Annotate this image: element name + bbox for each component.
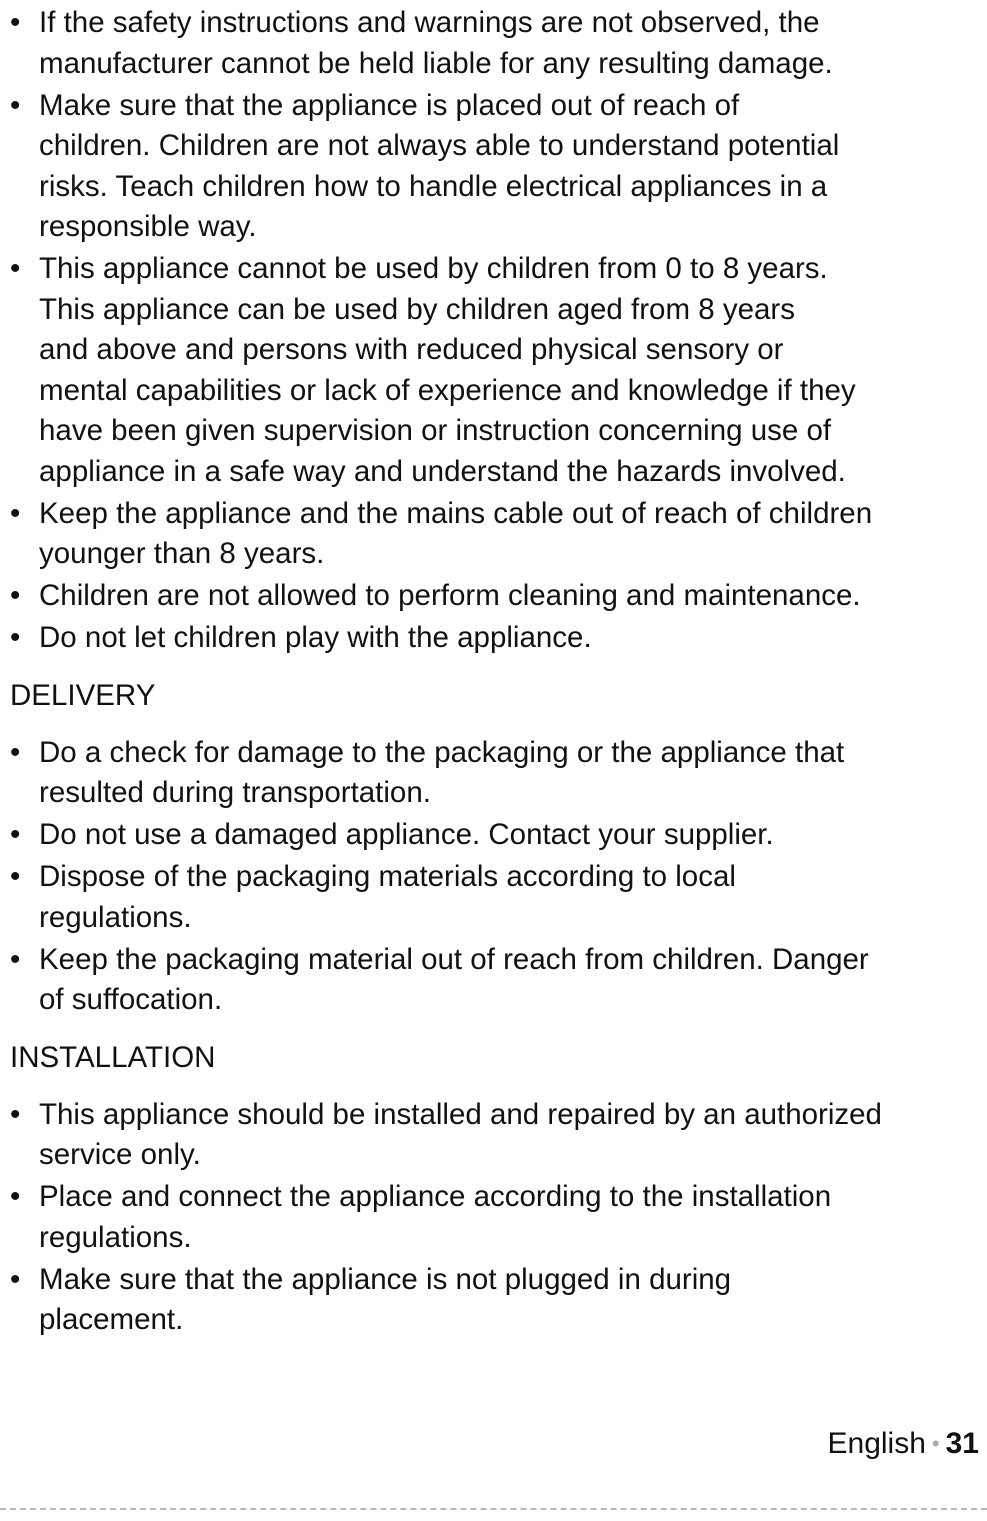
bullet-line: service only. [39, 1138, 201, 1171]
bullet-line: younger than 8 years. [39, 537, 325, 570]
bullet-line: • Keep the packaging material out of reach from children. Danger [39, 942, 869, 976]
bullet-line: • Place and connect the appliance according to the installation [39, 1180, 832, 1213]
bullet-line: regulations. [39, 900, 192, 934]
bullet-line: risks. Teach children how to handle electrical appliances in a [39, 169, 828, 203]
page-number: 31 [945, 1427, 979, 1460]
bullet-item [10, 86, 980, 248]
bullet-item [10, 1177, 980, 1258]
bullet-line: • Do not let children play with the appliance. [39, 621, 592, 654]
bullet-line: of suffocation. [39, 983, 223, 1016]
bullet-line: regulations. [39, 1220, 192, 1254]
bullet-line: • Make sure that the appliance is placed out of reach of [39, 88, 740, 122]
bottom-dashed-rule [0, 1508, 987, 1510]
footer-language: English [827, 1427, 926, 1460]
bullet-line: • This appliance should be installed and repaired by an authorized [39, 1097, 882, 1131]
bullet-item [10, 249, 980, 492]
installation-bullet-list [10, 1095, 980, 1341]
bullet-line: children. Children are not always able to understand potential [39, 129, 840, 162]
bullet-line: and above and persons with reduced physical sensory or [39, 333, 784, 366]
installation-heading: INSTALLATION [10, 1040, 216, 1074]
bullet-line: responsible way. [39, 210, 257, 243]
bullet-line: • This appliance cannot be used by children from 0 to 8 years. [39, 252, 828, 285]
bullet-line: appliance in a safe way and understand the hazards involved. [39, 454, 846, 488]
bullet-line: have been given supervision or instruction concerning use of [39, 414, 832, 447]
bullet-line: • Make sure that the appliance is not plugged in during [39, 1262, 732, 1296]
bullet-item [10, 3, 980, 84]
bullet-line: manufacturer cannot be held liable for any resulting damage. [39, 46, 833, 80]
bullet-line: • Children are not allowed to perform cleaning and maintenance. [39, 579, 861, 612]
bullet-line: mental capabilities or lack of experience and knowledge if they [39, 373, 856, 407]
bullet-line: This appliance can be used by children aged from 8 years [39, 292, 795, 326]
bullet-item [10, 940, 980, 1021]
bullet-item [10, 815, 980, 856]
intro-bullet-list [10, 3, 980, 659]
bullet-item [10, 618, 980, 659]
bullet-line: • Dispose of the packaging materials according to local [39, 860, 736, 893]
bullet-line: • If the safety instructions and warnings are not observed, the [39, 6, 820, 39]
bullet-item [10, 857, 980, 938]
bullet-item [10, 1260, 980, 1341]
bullet-item [10, 1095, 980, 1176]
bullet-item [10, 733, 980, 814]
bullet-line: • Do not use a damaged appliance. Contact your supplier. [39, 818, 774, 851]
bullet-item [10, 494, 980, 575]
bullet-line: • Keep the appliance and the mains cable out of reach of children [39, 496, 873, 530]
bullet-line: • Do a check for damage to the packaging or the appliance that [39, 735, 845, 769]
bullet-line: resulted during transportation. [39, 776, 431, 809]
bullet-line: placement. [39, 1303, 184, 1336]
footer-separator: • [931, 1431, 940, 1456]
delivery-heading: DELIVERY [10, 678, 156, 712]
delivery-bullet-list [10, 733, 980, 1021]
bullet-item [10, 576, 980, 617]
page-footer [828, 1424, 979, 1464]
page-content [10, 3, 980, 1342]
